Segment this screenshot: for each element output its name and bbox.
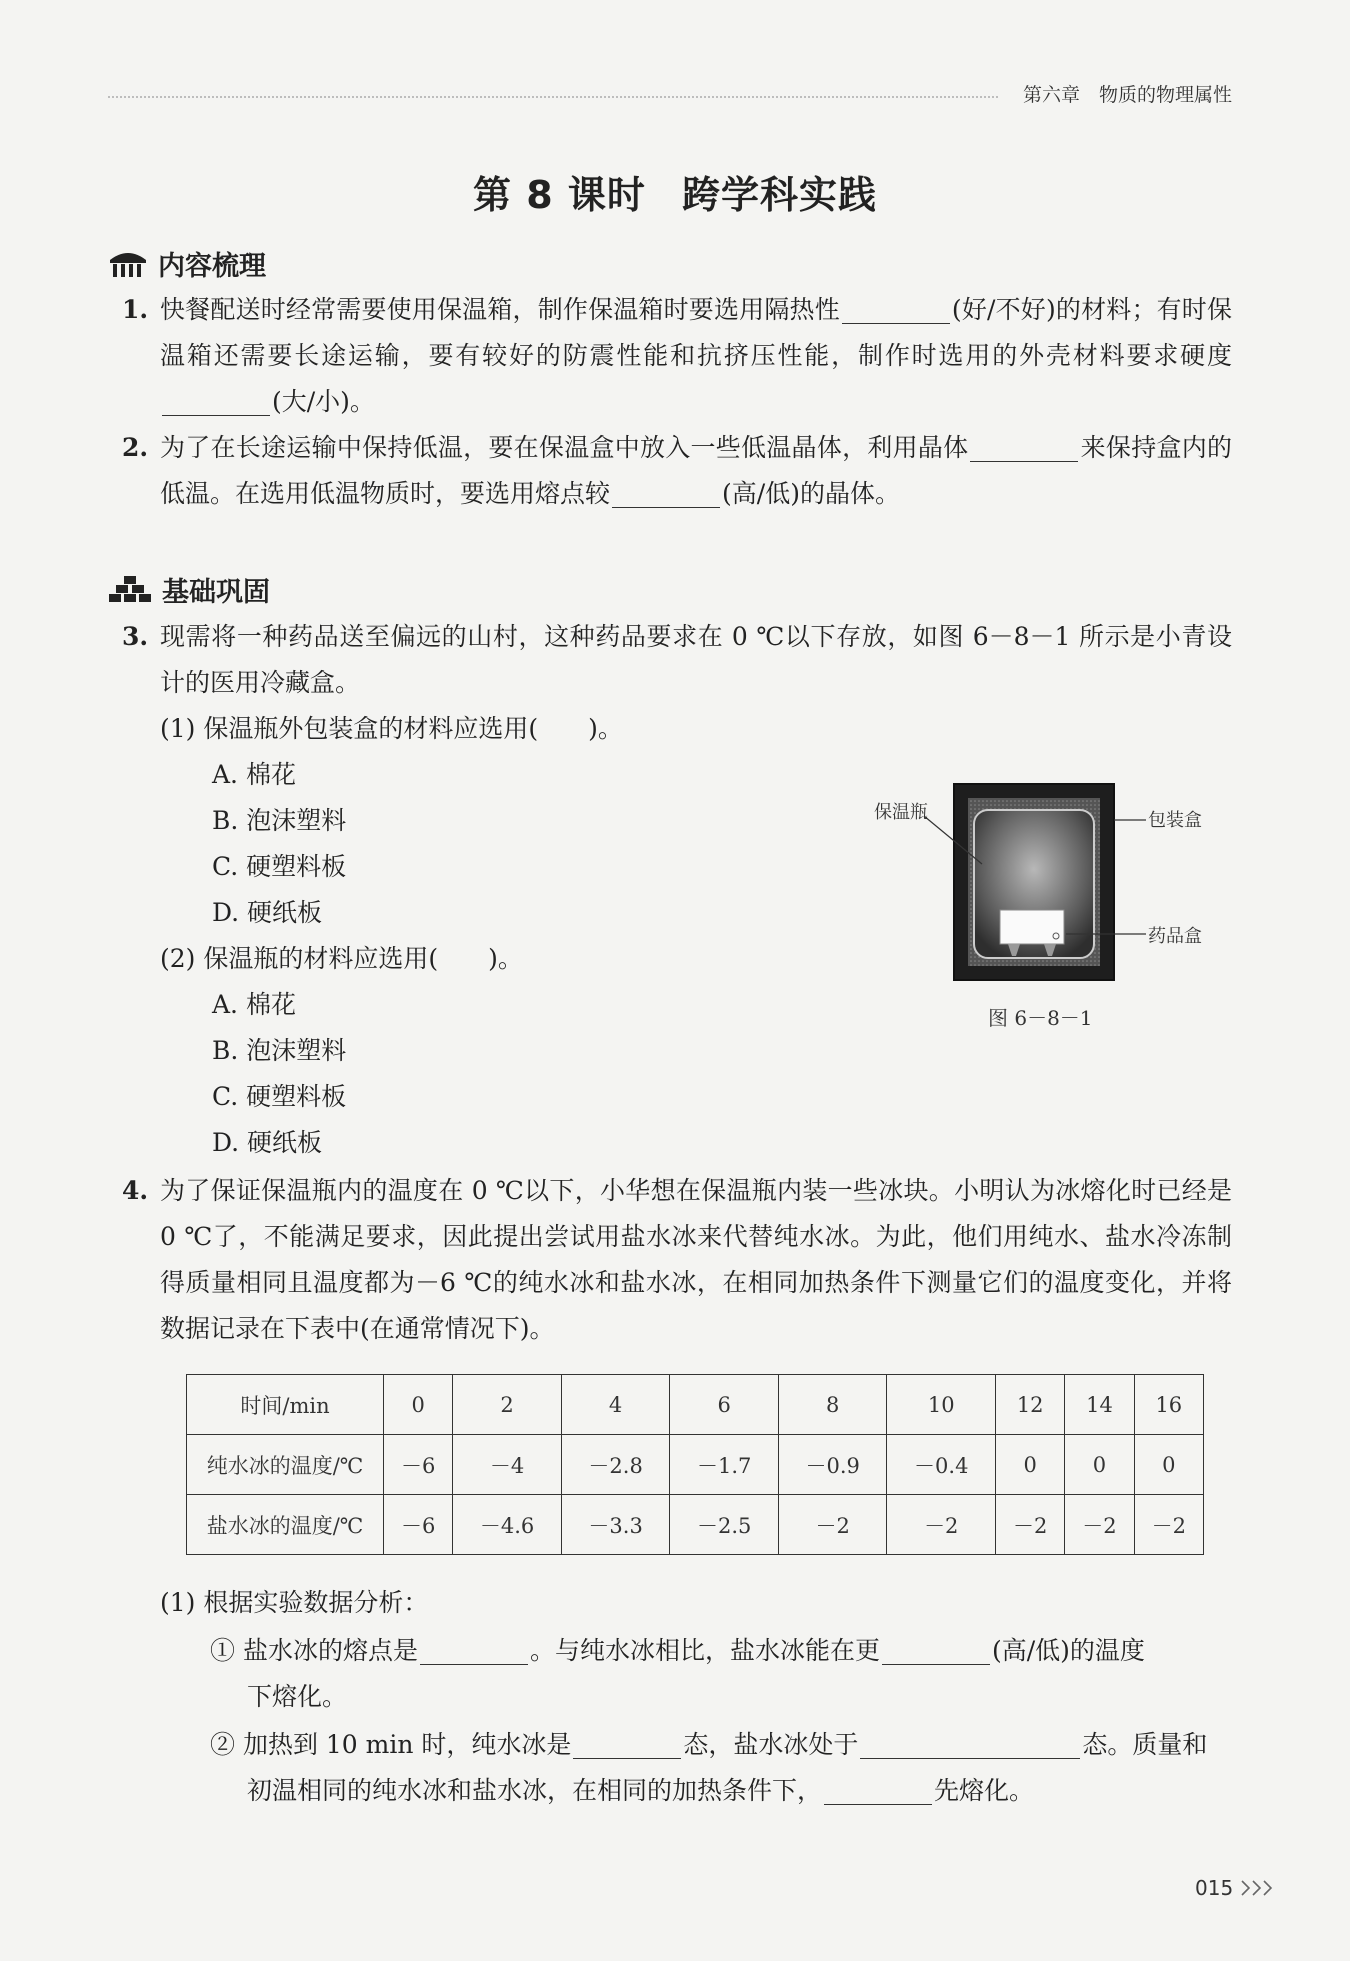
q3-sub1: (1) 保温瓶外包装盒的材料应选用( )。 (160, 714, 623, 743)
answer-blank[interactable] (970, 431, 1078, 462)
lesson-number: 第 8 课时 (473, 173, 646, 217)
table-cell: －4.6 (453, 1495, 562, 1555)
q4-answer-1-cont: 下熔化。 (247, 1682, 348, 1711)
table-cell: －3.3 (561, 1495, 670, 1555)
option-a[interactable]: A. 棉花 (212, 990, 296, 1019)
section-review-heading (108, 246, 266, 280)
figure-caption: 图 6－8－1 (988, 1006, 1093, 1030)
option-c[interactable]: C. 硬塑料板 (212, 1082, 347, 1111)
time-cell: 0 (384, 1375, 453, 1435)
question-number: 4. (122, 1176, 149, 1205)
table-cell: －6 (384, 1435, 453, 1495)
table-cell: －1.7 (670, 1435, 779, 1495)
question-number: 1. (122, 295, 149, 324)
time-cell: 14 (1065, 1375, 1134, 1435)
option-d[interactable]: D. 硬纸板 (212, 1128, 323, 1157)
q3-sub2: (2) 保温瓶的材料应选用( )。 (160, 944, 523, 973)
answer-blank[interactable] (420, 1634, 528, 1665)
time-cell: 8 (778, 1375, 887, 1435)
section-basics-title: 基础巩固 (162, 576, 270, 608)
section-basics-heading (108, 572, 270, 606)
table-cell: －4 (453, 1435, 562, 1495)
page-number: 015 (1195, 1876, 1234, 1900)
question-4: 4. 为了保证保温瓶内的温度在 0 ℃以下，小华想在保温瓶内装一些冰块。小明认为冰熔化时已经是 0 ℃了，不能满足要求，因此提出尝试用盐水冰来代替纯水冰。为此，他们用纯水、盐水冷冻制得质量相同且温度都为－6 ℃的纯水冰和盐水冰，在相同加热条件下测量它们的温度变化，并将数据记录在下表中(在通常情况下)。 (122, 1168, 1232, 1352)
answer-blank[interactable] (882, 1634, 990, 1665)
chapter-header: 第六章 物质的物理属性 (1022, 84, 1232, 106)
option-d[interactable]: D. 硬纸板 (212, 898, 323, 927)
table-row (187, 1495, 1204, 1555)
option-b[interactable]: B. 泡沫塑料 (212, 1036, 347, 1065)
question-3: 3. 现需将一种药品送至偏远的山村，这种药品要求在 0 ℃以下存放，如图 6－8－1 所示是小青设计的医用冷藏盒。 (122, 614, 1232, 706)
lesson-title (0, 164, 1350, 219)
table-cell: －0.4 (887, 1435, 996, 1495)
bricks-icon (108, 574, 152, 604)
question-1: 1. 快餐配送时经常需要使用保温箱，制作保温箱时要选用隔热性 (好/不好)的材料；有时保温箱还需要长途运输，要有较好的防震性能和抗挤压性能，制作时选用的外壳材料要求硬度(大/小)。 (122, 287, 1232, 425)
label-packaging-box: 包装盒 (1148, 810, 1202, 831)
table-cell: －0.9 (778, 1435, 887, 1495)
q4-answer-2: ② 加热到 10 min 时，纯水冰是 态，盐水冰处于 态。质量和 (210, 1730, 1208, 1759)
option-a[interactable]: A. 棉花 (212, 760, 296, 789)
answer-blank[interactable] (162, 385, 270, 416)
time-cell: 2 (453, 1375, 562, 1435)
header-divider (108, 96, 998, 98)
question-number: 3. (122, 622, 149, 651)
option-c[interactable]: C. 硬塑料板 (212, 852, 347, 881)
table-row (187, 1435, 1204, 1495)
answer-blank[interactable] (573, 1728, 681, 1759)
label-thermos-flask: 保温瓶 (874, 802, 928, 823)
table-cell: －2 (1065, 1495, 1134, 1555)
columns-icon (108, 248, 148, 278)
table-cell: －2.8 (561, 1435, 670, 1495)
question-2: 2. 为了在长途运输中保持低温，要在保温盒中放入一些低温晶体，利用晶体 来保持盒内的低温。在选用低温物质时，要选用熔点较 (高/低)的晶体。 (122, 425, 1232, 517)
table-cell: －2 (887, 1495, 996, 1555)
time-cell: 10 (887, 1375, 996, 1435)
time-cell: 6 (670, 1375, 779, 1435)
table-cell: －6 (384, 1495, 453, 1555)
section-review-title: 内容梳理 (158, 250, 266, 282)
row-label: 盐水冰的温度/℃ (187, 1495, 384, 1555)
label-medicine-box: 药品盒 (1148, 926, 1202, 947)
q4-answer-2-cont: 初温相同的纯水冰和盐水冰，在相同的加热条件下， 先熔化。 (247, 1776, 1035, 1805)
table-header-cell: 时间/min (187, 1375, 384, 1435)
table-cell: －2 (1134, 1495, 1203, 1555)
question-number: 2. (122, 433, 149, 462)
table-header-row (187, 1375, 1204, 1435)
lesson-topic: 跨学科实践 (681, 173, 877, 217)
time-cell: 4 (561, 1375, 670, 1435)
table-cell: 0 (996, 1435, 1065, 1495)
table-cell: 0 (1134, 1435, 1203, 1495)
option-b[interactable]: B. 泡沫塑料 (212, 806, 347, 835)
time-cell: 16 (1134, 1375, 1203, 1435)
temperature-table (186, 1374, 1204, 1555)
table-cell: －2.5 (670, 1495, 779, 1555)
answer-blank[interactable] (860, 1728, 1080, 1759)
time-cell: 12 (996, 1375, 1065, 1435)
answer-blank[interactable] (824, 1774, 932, 1805)
chevrons-right-icon (1240, 1878, 1276, 1898)
q4-answer-1: ① 盐水冰的熔点是 。与纯水冰相比，盐水冰能在更 (高/低)的温度 (210, 1636, 1145, 1665)
q4-sub1: (1) 根据实验数据分析： (160, 1588, 429, 1617)
table-cell: －2 (996, 1495, 1065, 1555)
table-cell: 0 (1065, 1435, 1134, 1495)
row-label: 纯水冰的温度/℃ (187, 1435, 384, 1495)
answer-blank[interactable] (842, 293, 950, 324)
table-cell: －2 (778, 1495, 887, 1555)
answer-blank[interactable] (612, 477, 720, 508)
